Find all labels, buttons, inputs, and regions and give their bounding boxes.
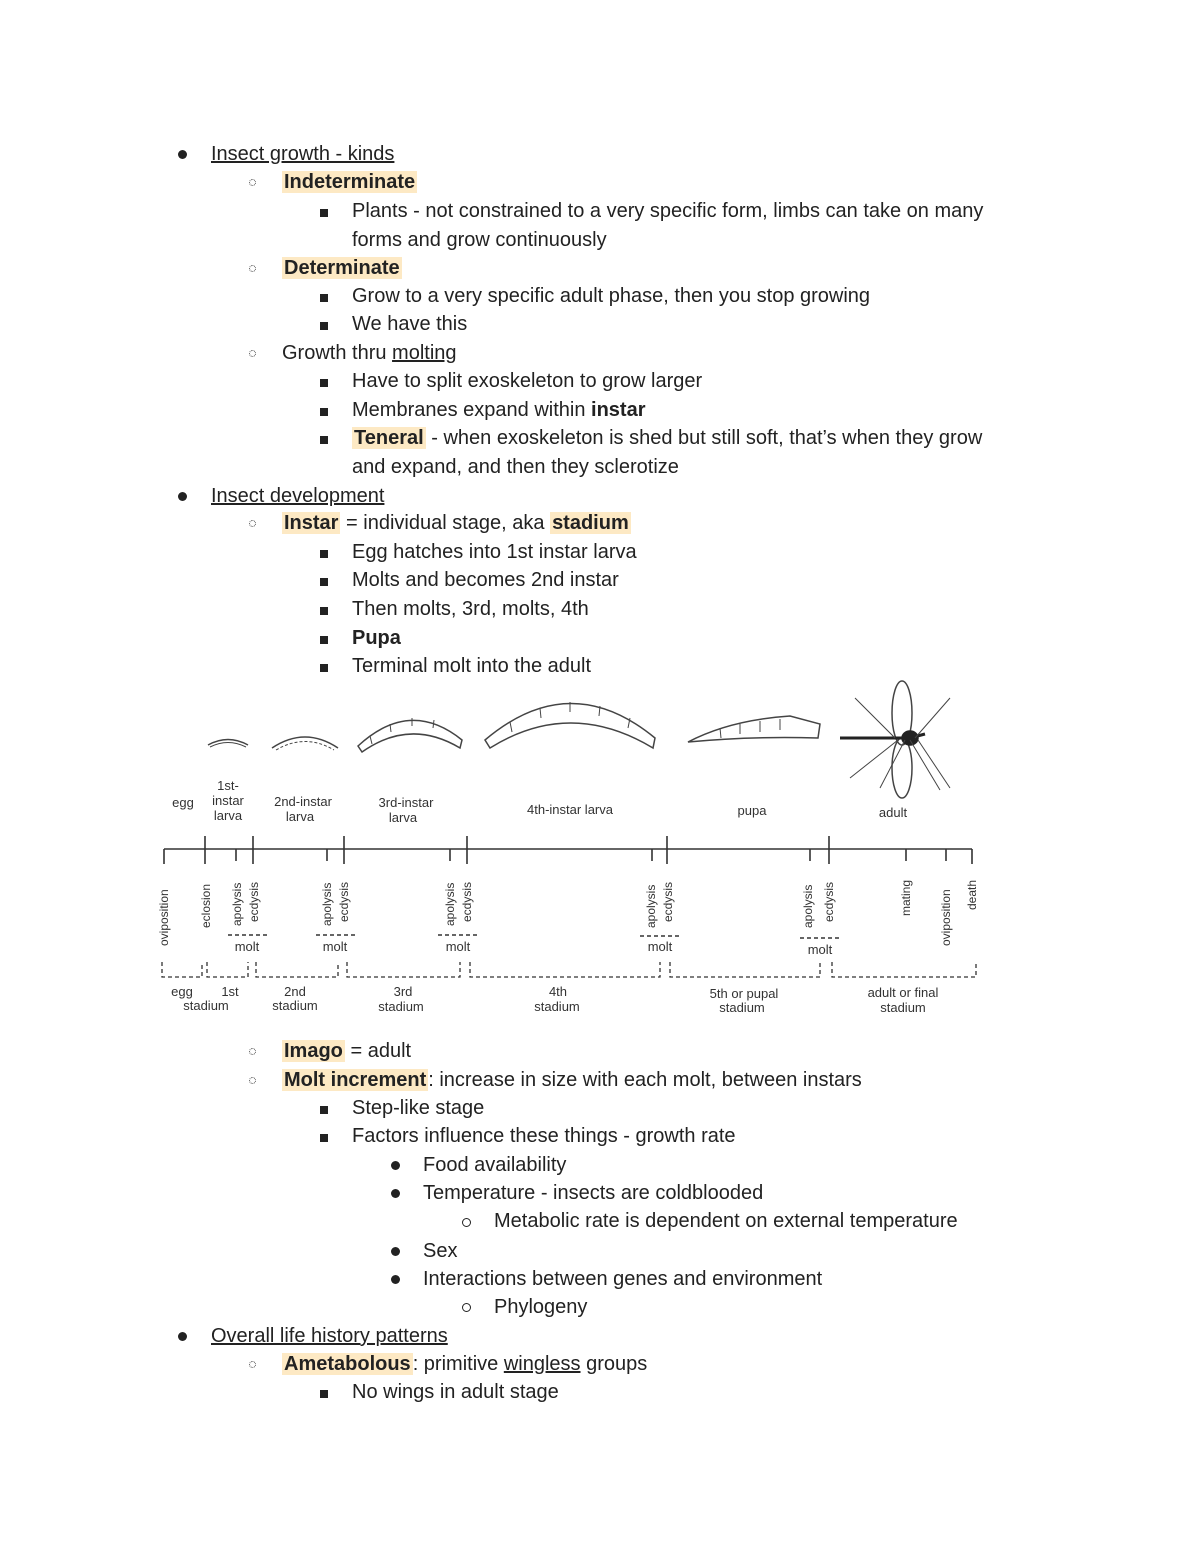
bullet-square xyxy=(320,636,328,644)
term-instar: Instar xyxy=(284,512,339,534)
heading-life-history: Overall life history patterns xyxy=(211,1325,448,1347)
bullet-dot xyxy=(391,1275,400,1284)
event-apolysis: apolysis xyxy=(443,882,457,926)
heading-insect-growth: Insect growth - kinds xyxy=(211,143,395,165)
stage-label-1st-larva: larva xyxy=(213,808,243,823)
stage-label-pupa: pupa xyxy=(737,803,767,818)
term-indeterminate: Indeterminate xyxy=(284,171,416,193)
term-imago: Imago xyxy=(284,1040,343,1062)
stadium-adult-final: adult or final xyxy=(867,985,939,1000)
insect-life-cycle-figure xyxy=(150,678,990,1028)
factor-subitem: Metabolic rate is dependent on external temperature xyxy=(494,1210,958,1232)
bullet-square xyxy=(320,664,328,672)
stadium-5th-pupal: 5th or pupal xyxy=(709,986,779,1001)
stage-label-3rd-larva: larva xyxy=(388,810,418,825)
bullet-sub xyxy=(249,1077,256,1084)
bullet-dot xyxy=(391,1161,400,1170)
instar-item: Molts and becomes 2nd instar xyxy=(352,569,619,591)
item-determinate xyxy=(282,254,402,282)
bullet-dot xyxy=(391,1247,400,1256)
stage-label-4th: 4th-instar larva xyxy=(527,802,613,817)
bullet-ring xyxy=(462,1303,471,1312)
event-apolysis: apolysis xyxy=(320,882,334,926)
instar-item: Terminal molt into the adult xyxy=(352,655,592,677)
instar-item: Then molts, 3rd, molts, 4th xyxy=(352,598,589,620)
event-ecdysis: ecdysis xyxy=(337,881,351,922)
bullet-square xyxy=(320,408,328,416)
ametabolous-mid: : primitive xyxy=(412,1353,504,1375)
item-molt-increment xyxy=(282,1066,862,1094)
bullet-dot xyxy=(178,1332,187,1341)
bullet-dot xyxy=(178,492,187,501)
molting-lead: Growth thru xyxy=(282,342,393,364)
heading-insect-development: Insect development xyxy=(211,485,385,507)
item-growth-molting xyxy=(282,339,457,367)
term-teneral: Teneral xyxy=(354,427,424,449)
event-oviposition: oviposition xyxy=(157,889,171,946)
stadium-word: stadium xyxy=(378,999,424,1014)
bullet-sub xyxy=(249,179,256,186)
larva-3rd-drawing xyxy=(358,720,462,752)
bullet-square xyxy=(320,578,328,586)
imago-rest: = adult xyxy=(344,1040,412,1062)
molt-label: molt xyxy=(647,939,673,954)
bullet-square xyxy=(320,209,328,217)
molt-increment-item-2: Factors influence these things - growth rate xyxy=(352,1125,736,1147)
stadium-word: stadium xyxy=(183,998,229,1013)
term-ametabolous: Ametabolous xyxy=(284,1353,411,1375)
term-determinate: Determinate xyxy=(284,257,400,279)
stadium-4th: 4th xyxy=(548,984,568,999)
event-apolysis: apolysis xyxy=(230,882,244,926)
bullet-sub xyxy=(249,520,256,527)
event-ecdysis: ecdysis xyxy=(460,881,474,922)
molt-label: molt xyxy=(807,942,833,957)
ametabolous-rest: groups xyxy=(580,1353,648,1375)
stage-label-1st: 1st- xyxy=(217,778,239,793)
factor-item: Temperature - insects are coldblooded xyxy=(423,1182,764,1204)
bullet-square xyxy=(320,436,328,444)
ametabolous-item-1: No wings in adult stage xyxy=(352,1381,559,1403)
stage-label-1st-instar: instar xyxy=(212,793,244,808)
item-ametabolous xyxy=(282,1350,647,1378)
stage-label-2nd-larva: larva xyxy=(285,809,315,824)
bullet-dot xyxy=(178,150,187,159)
indeterminate-detail-cont: forms and grow continuously xyxy=(352,229,607,251)
factor-subitem: Phylogeny xyxy=(494,1296,588,1318)
bullet-square xyxy=(320,379,328,387)
term-molting: molting xyxy=(392,342,457,364)
item-indeterminate xyxy=(282,168,417,196)
stage-label-adult: adult xyxy=(878,805,908,820)
event-ecdysis: ecdysis xyxy=(661,881,675,922)
molting-item-1: Have to split exoskeleton to grow larger xyxy=(352,370,703,392)
stadium-word: stadium xyxy=(272,998,318,1013)
molting-item-3 xyxy=(352,424,982,452)
stadium-1st: 1st xyxy=(221,984,239,999)
stage-label-3rd: 3rd-instar xyxy=(378,795,434,810)
event-ecdysis: ecdysis xyxy=(822,881,836,922)
bullet-square xyxy=(320,550,328,558)
bullet-square xyxy=(320,1390,328,1398)
item-imago xyxy=(282,1037,411,1065)
event-apolysis: apolysis xyxy=(801,884,815,928)
stadium-2nd: 2nd xyxy=(284,984,306,999)
molting-item-3-cont: and expand, and then they sclerotize xyxy=(352,456,679,478)
adult-insect-drawing xyxy=(840,681,950,798)
event-oviposition: oviposition xyxy=(939,889,953,946)
molt-label: molt xyxy=(445,939,471,954)
bullet-dot xyxy=(391,1189,400,1198)
stadium-word: stadium xyxy=(719,1000,765,1015)
stadium-word: stadium xyxy=(880,1000,926,1015)
event-death: death xyxy=(965,879,979,910)
bullet-sub xyxy=(249,350,256,357)
stadium-egg: egg xyxy=(171,984,193,999)
bullet-sub xyxy=(249,265,256,272)
teneral-rest: - when exoskeleton is shed but still soft, that’s when they grow xyxy=(425,427,983,449)
stadium-word: stadium xyxy=(534,999,580,1014)
molt-label: molt xyxy=(322,939,348,954)
event-eclosion: eclosion xyxy=(199,883,213,928)
instar-item: Egg hatches into 1st instar larva xyxy=(352,541,637,563)
factor-item: Sex xyxy=(423,1240,458,1262)
event-ecdysis: ecdysis xyxy=(247,881,261,922)
bullet-sub xyxy=(249,1361,256,1368)
item-instar xyxy=(282,509,631,537)
bullet-square xyxy=(320,322,328,330)
event-mating: mating xyxy=(899,879,913,916)
term-instar-bold: instar xyxy=(591,399,646,421)
bullet-square xyxy=(320,1134,328,1142)
term-molt-increment: Molt increment xyxy=(284,1069,427,1091)
molt-label: molt xyxy=(234,939,260,954)
molt-increment-rest: : increase in size with each molt, between instars xyxy=(428,1069,862,1091)
instar-mid: = individual stage, aka xyxy=(340,512,551,534)
factor-item: Interactions between genes and environment xyxy=(423,1268,823,1290)
molting-item-2-lead: Membranes expand within xyxy=(352,399,592,421)
stage-label-2nd: 2nd-instar xyxy=(274,794,332,809)
stage-label-egg: egg xyxy=(172,795,194,810)
bullet-square xyxy=(320,607,328,615)
molting-item-2 xyxy=(352,396,645,424)
instar-item-pupa: Pupa xyxy=(352,627,401,649)
molt-increment-item-1: Step-like stage xyxy=(352,1097,485,1119)
stadium-3rd: 3rd xyxy=(393,984,413,999)
bullet-sub xyxy=(249,1048,256,1055)
pupa-drawing xyxy=(688,716,820,742)
bullet-ring xyxy=(462,1218,471,1227)
factor-item: Food availability xyxy=(423,1154,567,1176)
term-stadium: stadium xyxy=(552,512,629,534)
bullet-square xyxy=(320,1106,328,1114)
event-apolysis: apolysis xyxy=(644,884,658,928)
determinate-detail-1: Grow to a very specific adult phase, then you stop growing xyxy=(352,285,871,307)
determinate-detail-2: We have this xyxy=(352,313,468,335)
indeterminate-detail: Plants - not constrained to a very specific form, limbs can take on many xyxy=(352,200,984,222)
bullet-square xyxy=(320,294,328,302)
term-wingless: wingless xyxy=(503,1353,581,1375)
